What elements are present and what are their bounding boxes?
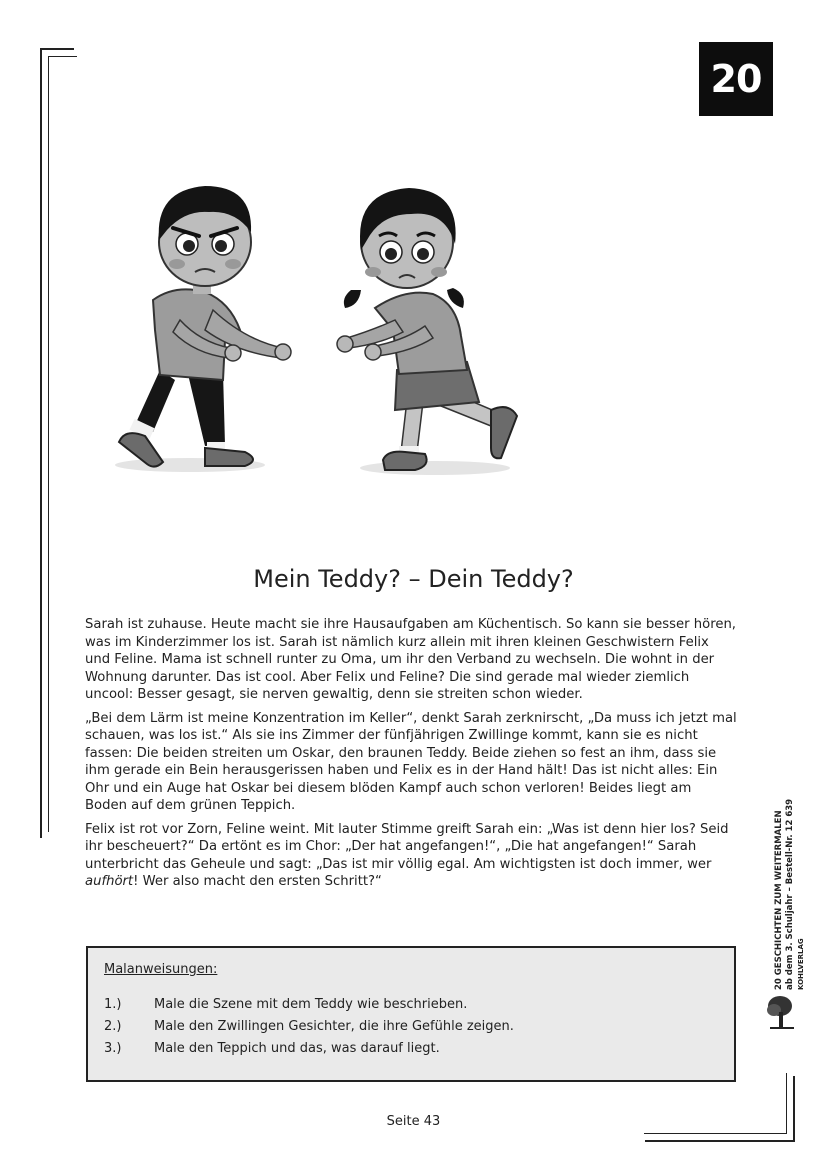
publisher-sidebar xyxy=(748,760,818,1030)
instruction-number: 1.) xyxy=(104,997,122,1012)
instruction-number: 2.) xyxy=(104,1019,122,1034)
publisher-name: KOHLVERLAG xyxy=(797,938,805,990)
instruction-item xyxy=(104,995,718,1015)
sidebar-line-2: ab dem 3. Schuljahr – Bestell-Nr. 12 639 xyxy=(785,798,795,990)
sidebar-line-1: 20 GESCHICHTEN ZUM WEITERMALEN xyxy=(774,810,784,990)
drawing-instructions-box xyxy=(86,946,736,1082)
two-children-fighting-illustration xyxy=(105,180,535,480)
paragraph-3-emphasis: aufhört xyxy=(85,874,134,889)
instruction-item xyxy=(104,1039,718,1059)
paragraph-3-part-1: Felix ist rot vor Zorn, Feline weint. Mit lauter Stimme greift Sarah ein: „Was ist denn hier los? Seid ihr bescheuert?“ Da ertönt es im Chor: „Der hat angefangen!“, „Die hat angefangen!“ Sarah unterbricht das Geheule und sagt: „Das ist mir völlig egal. Am wichtigsten ist doch immer, wer xyxy=(85,821,729,872)
instruction-number: 3.) xyxy=(104,1041,122,1056)
paragraph-3-part-2: ! Wer also macht den ersten Schritt?“ xyxy=(133,874,382,889)
instructions-heading: Malanweisungen: xyxy=(104,962,218,977)
story-text xyxy=(85,616,737,897)
instruction-text: Male den Teppich und das, was darauf liegt. xyxy=(154,1041,440,1056)
sidebar-text xyxy=(774,720,810,990)
boy-figure xyxy=(119,186,291,467)
story-title: Mein Teddy? – Dein Teddy? xyxy=(253,565,574,593)
page-number: Seite 43 xyxy=(386,1114,441,1129)
instruction-item xyxy=(104,1017,718,1037)
page-frame-bottom-right xyxy=(645,1076,795,1142)
tree-logo-icon xyxy=(764,992,800,1032)
story-paragraph-2: „Bei dem Lärm ist meine Konzentration im Keller“, denkt Sarah zerknirscht, „Da muss ich jetzt mal schauen, was los ist.“ Als sie ins Zimmer der fünfjährigen Zwillinge kommt, kann sie es nicht fassen: Die beiden streiten um Oskar, den braunen Teddy. Beide ziehen so fest an ihm, dass sie ihm gerade ein Bein herausgerissen haben und Felix es in der Hand hält! Das ist nicht alles: Ein Ohr und ein Auge hat Oskar bei diesem blöden Kampf auch schon verloren! Beides liegt am Boden auf dem grünen Teppich. xyxy=(85,710,737,813)
girl-figure xyxy=(337,188,517,470)
story-paragraph-1: Sarah ist zuhause. Heute macht sie ihre Hausaufgaben am Küchentisch. So kann sie besser hören, was im Kinderzimmer los ist. Sarah ist nämlich kurz allein mit ihren kleinen Geschwistern Felix und Feline. Mama ist schnell runter zu Oma, um ihr den Verband zu wechseln. Die wohnt in der Wohnung darunter. Das ist cool. Aber Felix und Feline? Die sind gerade mal wieder ziemlich uncool: Besser gesagt, sie nerven gewaltig, denn sie streiten schon wieder. xyxy=(85,617,736,702)
instruction-text: Male den Zwillingen Gesichter, die ihre Gefühle zeigen. xyxy=(154,1019,514,1034)
page-frame-top-left xyxy=(40,48,74,838)
story-number: 20 xyxy=(710,57,762,101)
story-number-badge xyxy=(699,42,773,116)
instruction-text: Male die Szene mit dem Teddy wie beschrieben. xyxy=(154,997,468,1012)
story-paragraph-3 xyxy=(85,821,737,891)
